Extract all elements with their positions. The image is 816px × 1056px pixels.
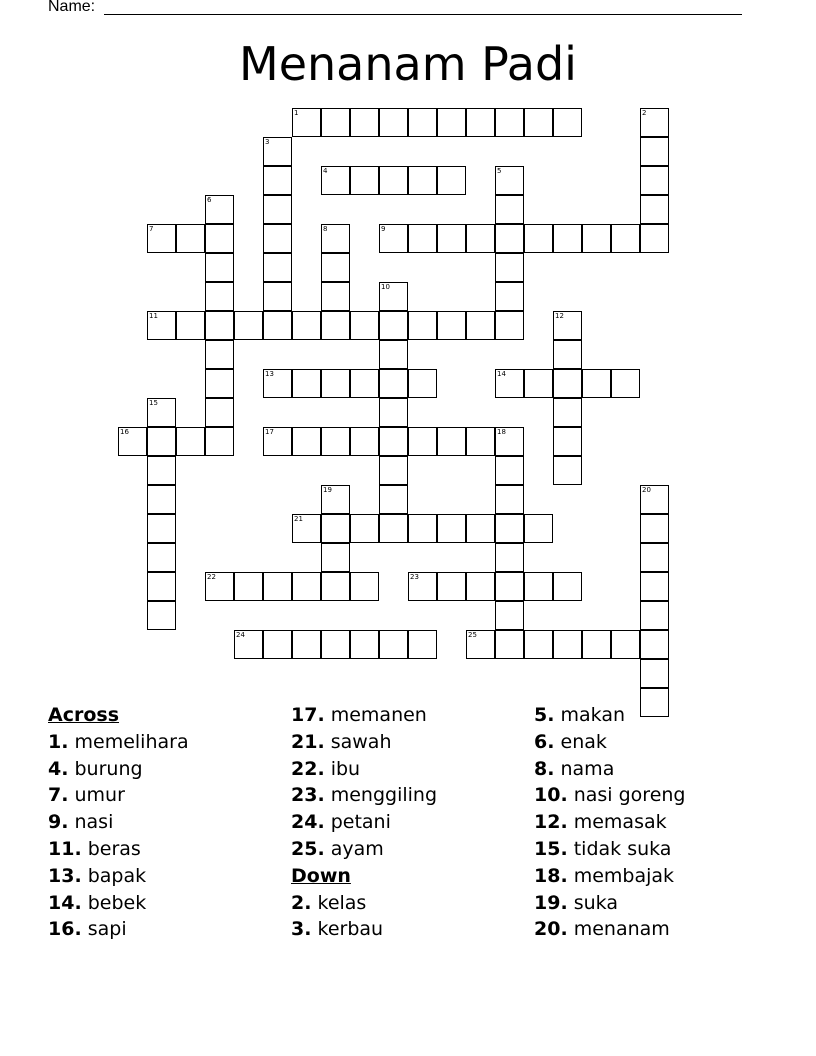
grid-cell[interactable] — [350, 630, 379, 659]
grid-cell[interactable] — [234, 630, 263, 659]
clue-num: 5. — [534, 704, 555, 726]
clue-text: kelas — [317, 891, 367, 914]
grid-cell[interactable] — [350, 427, 379, 456]
clue-text: suka — [573, 891, 618, 914]
down-clue — [534, 836, 686, 863]
clue-number: 20 — [642, 486, 651, 494]
grid-cell[interactable] — [611, 224, 640, 253]
across-clue — [48, 890, 189, 917]
grid-cell[interactable] — [524, 369, 553, 398]
grid-cell[interactable] — [147, 601, 176, 630]
grid-cell[interactable] — [408, 166, 437, 195]
clue-text: ibu — [330, 757, 361, 780]
grid-cell[interactable] — [263, 427, 292, 456]
clue-number: 23 — [410, 573, 419, 581]
grid-cell[interactable] — [321, 253, 350, 282]
grid-cell[interactable] — [379, 427, 408, 456]
clue-text: umur — [74, 784, 125, 807]
clue-num: 6. — [534, 730, 555, 753]
grid-cell[interactable] — [640, 572, 669, 601]
clue-number: 13 — [265, 370, 274, 378]
clue-number: 14 — [497, 370, 506, 378]
clue-text: menanam — [573, 918, 670, 941]
grid-cell[interactable] — [350, 108, 379, 137]
grid-cell[interactable] — [292, 630, 321, 659]
down-clue — [534, 809, 686, 836]
grid-cell[interactable] — [524, 514, 553, 543]
clue-num: 9. — [48, 811, 69, 834]
across-clue — [48, 782, 189, 809]
grid-cell[interactable] — [553, 369, 582, 398]
grid-cell[interactable] — [437, 108, 466, 137]
grid-cell[interactable] — [553, 340, 582, 369]
grid-cell[interactable] — [582, 369, 611, 398]
page-title: Menanam Padi — [239, 37, 577, 91]
across-clue — [48, 809, 189, 836]
clue-text: beras — [87, 837, 141, 860]
grid-cell[interactable] — [466, 224, 495, 253]
clue-text: memanen — [330, 704, 427, 726]
clue-text: nasi — [74, 811, 114, 834]
grid-cell[interactable] — [640, 166, 669, 195]
grid-cell[interactable] — [263, 224, 292, 253]
grid-cell[interactable] — [205, 253, 234, 282]
grid-cell[interactable] — [205, 195, 234, 224]
grid-cell[interactable] — [321, 224, 350, 253]
grid-cell[interactable] — [466, 514, 495, 543]
clue-num: 22. — [291, 757, 325, 780]
grid-cell[interactable] — [495, 166, 524, 195]
clue-text: kerbau — [317, 918, 384, 941]
grid-cell[interactable] — [582, 630, 611, 659]
clue-num: 18. — [534, 864, 568, 887]
clue-num: 15. — [534, 837, 568, 860]
clue-text: sapi — [87, 918, 127, 941]
grid-cell[interactable] — [321, 543, 350, 572]
grid-cell[interactable] — [263, 195, 292, 224]
grid-cell[interactable] — [379, 224, 408, 253]
clue-number: 19 — [323, 486, 332, 494]
grid-cell[interactable] — [408, 514, 437, 543]
clue-number: 24 — [236, 631, 245, 639]
grid-cell[interactable] — [321, 514, 350, 543]
grid-cell[interactable] — [408, 311, 437, 340]
grid-cell[interactable] — [263, 369, 292, 398]
clue-num: 8. — [534, 757, 555, 780]
grid-cell[interactable] — [553, 398, 582, 427]
grid-cell[interactable] — [379, 485, 408, 514]
grid-cell[interactable] — [350, 369, 379, 398]
grid-cell[interactable] — [205, 282, 234, 311]
grid-cell[interactable] — [437, 311, 466, 340]
clue-text: burung — [74, 757, 143, 780]
clue-num: 14. — [48, 891, 82, 914]
across-clue — [291, 782, 437, 809]
grid-cell[interactable] — [379, 166, 408, 195]
grid-cell[interactable] — [524, 108, 553, 137]
grid-cell[interactable] — [408, 572, 437, 601]
grid-cell[interactable] — [495, 224, 524, 253]
grid-cell[interactable] — [640, 514, 669, 543]
clue-text: bebek — [87, 891, 147, 914]
grid-cell[interactable] — [495, 195, 524, 224]
grid-cell[interactable] — [147, 514, 176, 543]
grid-cell[interactable] — [263, 630, 292, 659]
grid-cell[interactable] — [379, 369, 408, 398]
grid-cell[interactable] — [379, 282, 408, 311]
down-clue — [534, 756, 686, 783]
down-clue — [291, 890, 437, 917]
clue-number: 21 — [294, 515, 303, 523]
clue-text: bapak — [87, 864, 147, 887]
grid-cell[interactable] — [640, 137, 669, 166]
grid-cell[interactable] — [292, 369, 321, 398]
grid-cell[interactable] — [321, 311, 350, 340]
clue-number: 7 — [149, 225, 154, 233]
across-heading: Across — [48, 704, 120, 726]
clue-num: 2. — [291, 891, 312, 914]
grid-cell[interactable] — [379, 311, 408, 340]
clue-number: 8 — [323, 225, 328, 233]
grid-cell[interactable] — [553, 311, 582, 340]
grid-cell[interactable] — [495, 369, 524, 398]
grid-cell[interactable] — [437, 224, 466, 253]
clue-number: 1 — [294, 109, 299, 117]
grid-cell[interactable] — [553, 427, 582, 456]
grid-cell[interactable] — [408, 630, 437, 659]
clue-text: makan — [560, 704, 626, 726]
grid-cell[interactable] — [147, 543, 176, 572]
clue-column-1 — [48, 702, 189, 943]
grid-cell[interactable] — [466, 630, 495, 659]
grid-cell[interactable] — [466, 572, 495, 601]
grid-cell[interactable] — [495, 485, 524, 514]
across-clue — [291, 702, 437, 729]
clue-text: memelihara — [74, 730, 189, 753]
clue-number: 3 — [265, 138, 270, 146]
clue-number: 6 — [207, 196, 212, 204]
grid-cell[interactable] — [205, 224, 234, 253]
grid-cell[interactable] — [321, 427, 350, 456]
down-clue — [534, 729, 686, 756]
grid-cell[interactable] — [379, 630, 408, 659]
grid-cell[interactable] — [611, 630, 640, 659]
clue-text: sawah — [330, 730, 392, 753]
grid-cell[interactable] — [640, 195, 669, 224]
across-clue — [48, 836, 189, 863]
grid-cell[interactable] — [147, 572, 176, 601]
grid-cell[interactable] — [147, 485, 176, 514]
clue-number: 4 — [323, 167, 328, 175]
grid-cell[interactable] — [292, 108, 321, 137]
clue-text: ayam — [330, 837, 384, 860]
grid-cell[interactable] — [495, 108, 524, 137]
grid-cell[interactable] — [379, 456, 408, 485]
grid-cell[interactable] — [495, 311, 524, 340]
grid-cell[interactable] — [321, 572, 350, 601]
grid-cell[interactable] — [495, 630, 524, 659]
clue-number: 11 — [149, 312, 158, 320]
clue-num: 4. — [48, 757, 69, 780]
clue-number: 22 — [207, 573, 216, 581]
grid-cell[interactable] — [408, 224, 437, 253]
grid-cell[interactable] — [321, 369, 350, 398]
grid-cell[interactable] — [263, 282, 292, 311]
grid-cell[interactable] — [176, 427, 205, 456]
grid-cell[interactable] — [205, 340, 234, 369]
clue-number: 9 — [381, 225, 386, 233]
across-clue — [291, 729, 437, 756]
grid-cell[interactable] — [147, 427, 176, 456]
grid-cell[interactable] — [524, 630, 553, 659]
across-clue — [291, 809, 437, 836]
across-clue — [48, 756, 189, 783]
grid-cell[interactable] — [176, 224, 205, 253]
grid-cell[interactable] — [582, 224, 611, 253]
grid-cell[interactable] — [640, 224, 669, 253]
grid-cell[interactable] — [379, 340, 408, 369]
grid-cell[interactable] — [495, 253, 524, 282]
grid-cell[interactable] — [350, 572, 379, 601]
clue-text: enak — [560, 730, 607, 753]
grid-cell[interactable] — [553, 572, 582, 601]
grid-cell[interactable] — [205, 311, 234, 340]
grid-cell[interactable] — [495, 456, 524, 485]
grid-cell[interactable] — [553, 224, 582, 253]
grid-cell[interactable] — [379, 398, 408, 427]
grid-cell[interactable] — [350, 514, 379, 543]
grid-cell[interactable] — [640, 601, 669, 630]
clue-text: menggiling — [330, 784, 438, 807]
grid-cell[interactable] — [234, 572, 263, 601]
down-clue — [534, 782, 686, 809]
grid-cell[interactable] — [437, 427, 466, 456]
grid-cell[interactable] — [263, 166, 292, 195]
grid-cell[interactable] — [263, 137, 292, 166]
clue-number: 16 — [120, 428, 129, 436]
down-clue — [291, 916, 437, 943]
grid-cell[interactable] — [147, 398, 176, 427]
clue-num: 24. — [291, 811, 325, 834]
grid-cell[interactable] — [408, 427, 437, 456]
down-clue — [534, 916, 686, 943]
clue-number: 17 — [265, 428, 274, 436]
clue-num: 23. — [291, 784, 325, 807]
down-heading: Down — [291, 864, 351, 887]
grid-cell[interactable] — [234, 311, 263, 340]
clue-num: 25. — [291, 837, 325, 860]
across-clue — [48, 916, 189, 943]
grid-cell[interactable] — [408, 108, 437, 137]
grid-cell[interactable] — [408, 369, 437, 398]
across-clue — [48, 729, 189, 756]
grid-cell[interactable] — [466, 311, 495, 340]
grid-cell[interactable] — [379, 514, 408, 543]
grid-cell[interactable] — [640, 543, 669, 572]
grid-cell[interactable] — [321, 630, 350, 659]
clue-number: 10 — [381, 283, 390, 291]
clue-column-2 — [291, 702, 437, 943]
clue-num: 12. — [534, 811, 568, 834]
grid-cell[interactable] — [553, 456, 582, 485]
grid-cell[interactable] — [147, 311, 176, 340]
grid-cell[interactable] — [292, 427, 321, 456]
grid-cell[interactable] — [524, 224, 553, 253]
clue-text: tidak suka — [573, 837, 672, 860]
grid-cell[interactable] — [640, 108, 669, 137]
clue-number: 18 — [497, 428, 506, 436]
grid-cell[interactable] — [147, 224, 176, 253]
clue-text: membajak — [573, 864, 675, 887]
grid-cell[interactable] — [466, 427, 495, 456]
clue-text: nama — [560, 757, 615, 780]
grid-cell[interactable] — [437, 166, 466, 195]
grid-cell[interactable] — [292, 572, 321, 601]
grid-cell[interactable] — [205, 369, 234, 398]
down-clue — [534, 863, 686, 890]
grid-cell[interactable] — [437, 572, 466, 601]
across-clue — [48, 863, 189, 890]
grid-cell[interactable] — [350, 311, 379, 340]
grid-cell[interactable] — [263, 572, 292, 601]
grid-cell[interactable] — [495, 601, 524, 630]
grid-cell[interactable] — [495, 572, 524, 601]
grid-cell[interactable] — [205, 572, 234, 601]
grid-cell[interactable] — [495, 543, 524, 572]
clue-column-3 — [534, 702, 686, 943]
grid-cell[interactable] — [553, 630, 582, 659]
grid-cell[interactable] — [524, 572, 553, 601]
clue-text: memasak — [573, 811, 667, 834]
grid-cell[interactable] — [292, 311, 321, 340]
grid-cell[interactable] — [321, 108, 350, 137]
grid-cell[interactable] — [263, 253, 292, 282]
grid-cell[interactable] — [118, 427, 147, 456]
grid-cell[interactable] — [495, 427, 524, 456]
grid-cell[interactable] — [205, 398, 234, 427]
clue-num: 20. — [534, 918, 568, 941]
grid-cell[interactable] — [321, 166, 350, 195]
clue-num: 19. — [534, 891, 568, 914]
grid-cell[interactable] — [263, 311, 292, 340]
clue-num: 3. — [291, 918, 312, 941]
clue-num: 1. — [48, 730, 69, 753]
clue-number: 25 — [468, 631, 477, 639]
clue-text: petani — [330, 811, 391, 834]
grid-cell[interactable] — [437, 514, 466, 543]
grid-cell[interactable] — [553, 108, 582, 137]
across-clue — [291, 756, 437, 783]
grid-cell[interactable] — [292, 514, 321, 543]
grid-cell[interactable] — [379, 108, 408, 137]
grid-cell[interactable] — [640, 485, 669, 514]
clue-text: nasi goreng — [573, 784, 686, 807]
clue-number: 12 — [555, 312, 564, 320]
clue-num: 13. — [48, 864, 82, 887]
clue-num: 21. — [291, 730, 325, 753]
across-clue — [291, 836, 437, 863]
clue-num: 16. — [48, 918, 82, 941]
grid-cell[interactable] — [640, 630, 669, 659]
grid-cell[interactable] — [466, 108, 495, 137]
grid-cell[interactable] — [350, 166, 379, 195]
grid-cell[interactable] — [205, 427, 234, 456]
clue-num: 7. — [48, 784, 69, 807]
grid-cell[interactable] — [321, 282, 350, 311]
clue-num: 17. — [291, 704, 325, 726]
grid-cell[interactable] — [495, 282, 524, 311]
grid-cell[interactable] — [176, 311, 205, 340]
clue-num: 11. — [48, 837, 82, 860]
grid-cell[interactable] — [147, 456, 176, 485]
down-clue — [534, 702, 686, 729]
grid-cell[interactable] — [321, 485, 350, 514]
down-clue — [534, 890, 686, 917]
clue-number: 5 — [497, 167, 502, 175]
clue-number: 2 — [642, 109, 647, 117]
name-label: Name: — [48, 0, 96, 15]
grid-cell[interactable] — [611, 369, 640, 398]
grid-cell[interactable] — [640, 659, 669, 688]
grid-cell[interactable] — [495, 514, 524, 543]
clue-number: 15 — [149, 399, 158, 407]
clue-num: 10. — [534, 784, 568, 807]
